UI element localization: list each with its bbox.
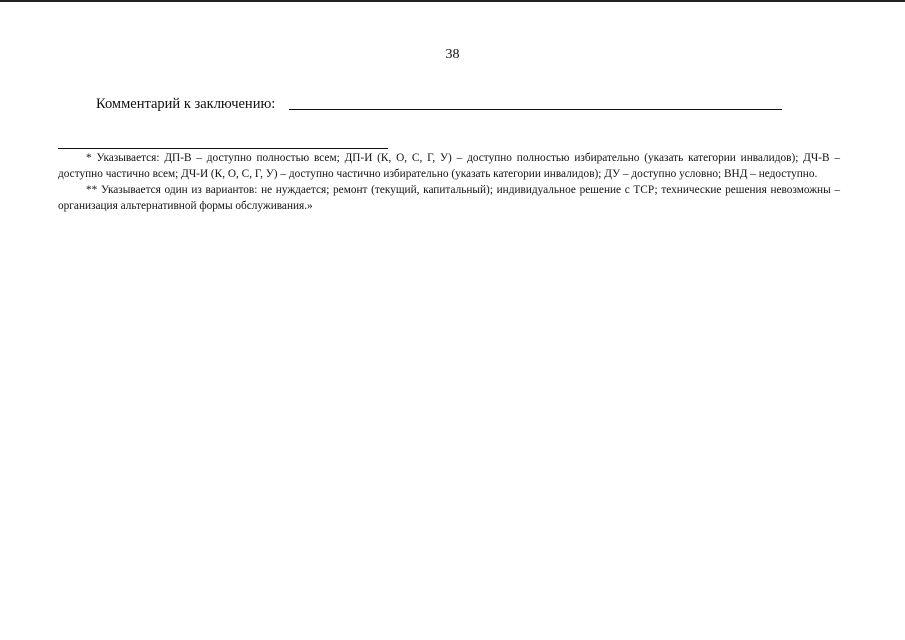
footnote-separator xyxy=(58,148,388,149)
page-top-border xyxy=(0,0,905,2)
footnote-2: ** Указывается один из вариантов: не нуждается; ремонт (текущий, капитальный); индивидуальное решение с ТСР; технические решения невозможны – организация альтернативной формы обслуживания.» xyxy=(58,184,840,212)
comment-field xyxy=(96,96,796,116)
comment-label: Комментарий к заключению: xyxy=(96,96,276,112)
page-number: 38 xyxy=(445,47,460,62)
comment-blank-line xyxy=(289,109,782,110)
footnotes xyxy=(58,150,840,214)
footnote-1: * Указывается: ДП-В – доступно полностью всем; ДП-И (К, О, С, Г, У) – доступно полностью избирательно (указать категории инвалидов); ДЧ-В – доступно частично всем; ДЧ-И (К, О, С, Г, У) – доступно частично избирательно (указать категории инвалидов); ДУ – доступно условно; ВНД – недоступно. xyxy=(58,152,840,180)
